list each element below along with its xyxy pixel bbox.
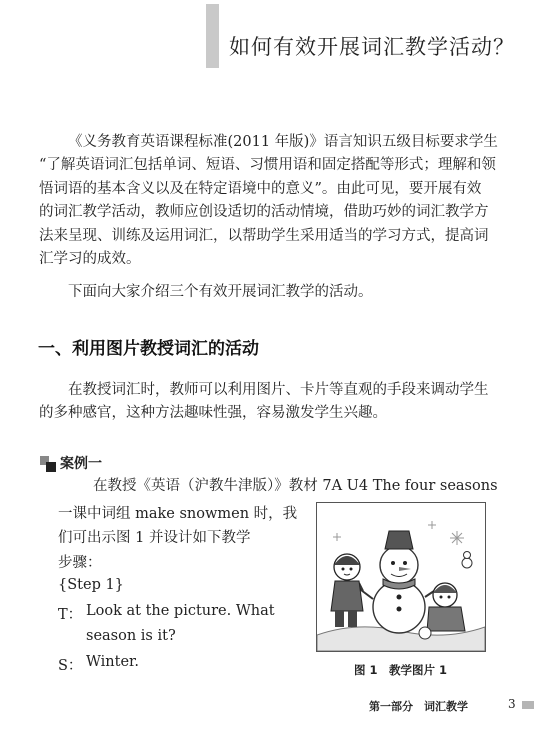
step-label: {Step 1}	[58, 577, 124, 593]
section-line: 在教授词汇时，教师可以利用图片、卡片等直观的手段来调动学生	[68, 382, 489, 398]
teacher-line-1: Look at the picture. What	[86, 603, 275, 619]
intro-line: 汇学习的成效。	[39, 251, 141, 267]
student-line: Winter.	[86, 654, 139, 670]
intro-line: 法来呈现、训练及运用词汇，以帮助学生采用适当的学习方式，提高词	[39, 228, 489, 244]
intro-line: 《义务教育英语课程标准(2011 年版)》语言知识五级目标要求学生	[68, 134, 498, 150]
teacher-label: T：	[58, 607, 83, 623]
page-number: 3	[508, 697, 516, 711]
case-label: 案例一	[60, 456, 102, 472]
section-line: 的多种感官，这种方法趣味性强，容易激发学生兴趣。	[39, 405, 387, 421]
intro-paragraph-2: 下面向大家介绍三个有效开展词汇教学的活动。	[68, 284, 373, 300]
student-label: S：	[58, 658, 83, 674]
intro-line: “了解英语词汇包括单词、短语、习惯用语和固定搭配等形式；理解和领	[39, 157, 496, 173]
case-marker-icon	[40, 456, 56, 472]
teaching-picture	[316, 502, 486, 652]
footer-section: 第一部分 词汇教学	[369, 700, 468, 713]
figure-caption: 图 1 教学图片 1	[354, 663, 448, 677]
case-line-2: 一课中词组 make snowmen 时，我	[58, 506, 298, 522]
case-line-4: 步骤：	[58, 555, 102, 571]
snowman-illustration	[317, 503, 485, 651]
teacher-line-2: season is it?	[86, 628, 176, 644]
page-title: 如何有效开展词汇教学活动？	[229, 35, 515, 59]
case-line-1: 在教授《英语（沪教牛津版）》教材 7A U4 The four seasons	[93, 478, 498, 494]
intro-line: 的词汇教学活动，教师应创设适切的活动情境，借助巧妙的词汇教学方	[39, 204, 489, 220]
case-line-3: 们可出示图 1 并设计如下教学	[58, 530, 251, 546]
page-marker	[522, 701, 534, 709]
section-heading: 一、利用图片教授词汇的活动	[38, 339, 259, 359]
title-accent-bar	[206, 4, 219, 68]
intro-line: 悟词语的基本含义以及在特定语境中的意义”。由此可见，要开展有效	[39, 181, 482, 197]
